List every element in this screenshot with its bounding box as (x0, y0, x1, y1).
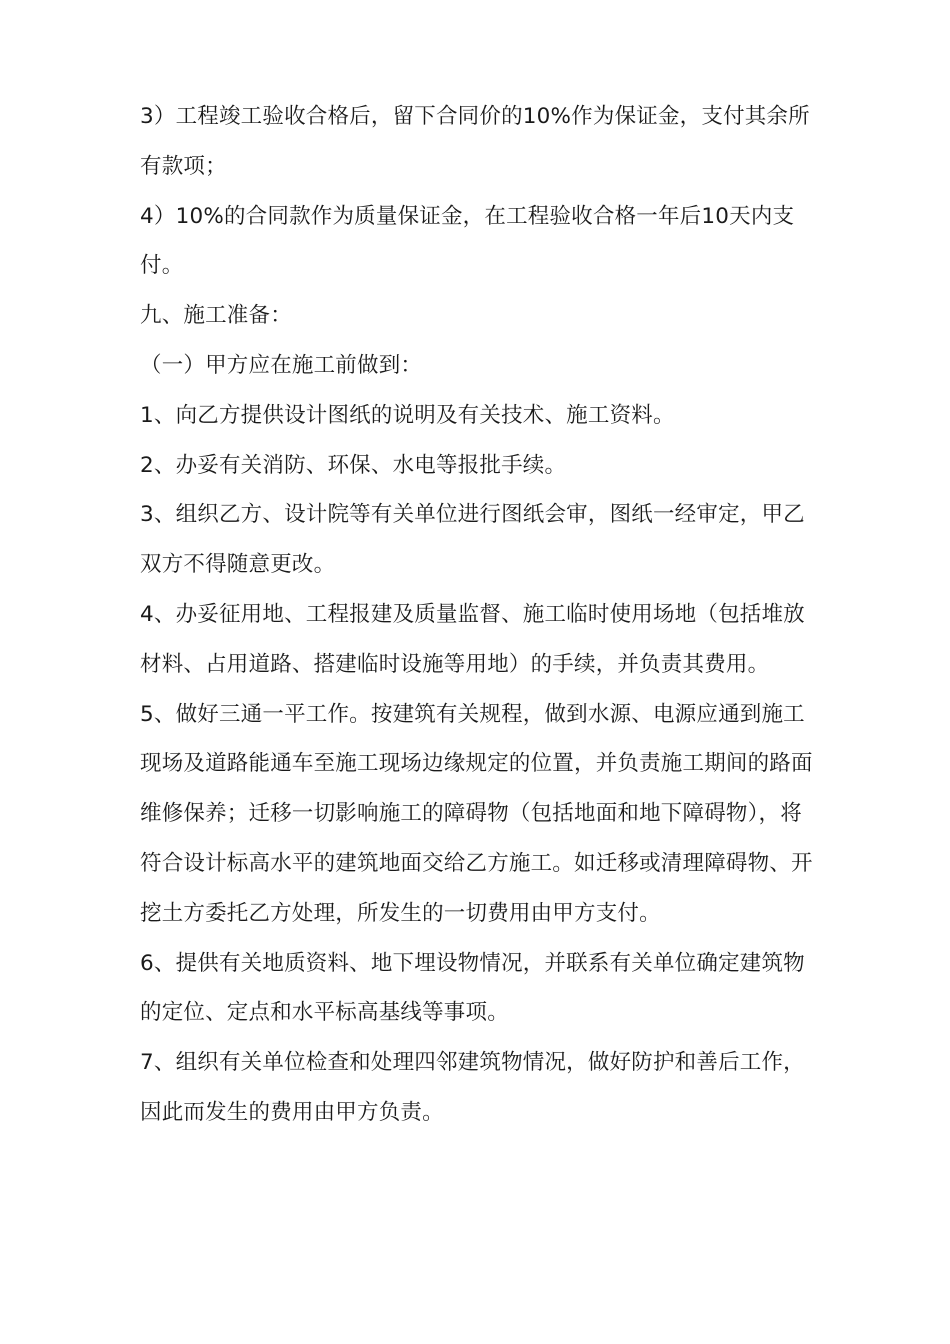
paragraph-item-6: 6、提供有关地质资料、地下埋设物情况，并联系有关单位确定建筑物的定位、定点和水平标高基线等事项。 (140, 950, 805, 1026)
paragraph-payment-4: 4）10%的合同款作为质量保证金，在工程验收合格一年后10天内支付。 (140, 203, 795, 279)
paragraph-item-7: 7、组织有关单位检查和处理四邻建筑物情况，做好防护和善后工作，因此而发生的费用由甲方负责。 (140, 1050, 805, 1125)
paragraph-payment-3: 3）工程竣工验收合格后，留下合同价的10%作为保证金，支付其余所有款项； (140, 104, 810, 179)
paragraph-item-1: 1、向乙方提供设计图纸的说明及有关技术、施工资料。 (140, 402, 675, 428)
paragraph-item-4: 4、办妥征用地、工程报建及质量监督、施工临时使用场地（包括堆放材料、占用道路、搭建临时设施等用地）的手续，并负责其费用。 (140, 601, 805, 677)
subsection-heading-party-a: （一）甲方应在施工前做到： (140, 352, 423, 378)
paragraph-item-3: 3、组织乙方、设计院等有关单位进行图纸会审，图纸一经审定，甲乙双方不得随意更改。 (140, 502, 805, 578)
paragraph-item-5: 5、做好三通一平工作。按建筑有关规程，做到水源、电源应通到施工现场及道路能通车至施工现场边缘规定的位置，并负责施工期间的路面维修保养；迁移一切影响施工的障碍物（包括地面和地下障碍物），将符合设计标高水平的建筑地面交给乙方施工。如迁移或清理障碍物、开挖土方委托乙方处理，所发生的一切费用由甲方支付。 (140, 701, 813, 926)
paragraph-item-2: 2、办妥有关消防、环保、水电等报批手续。 (140, 452, 567, 478)
section-heading-construction-prep: 九、施工准备： (140, 303, 292, 329)
document-body (140, 92, 820, 1138)
